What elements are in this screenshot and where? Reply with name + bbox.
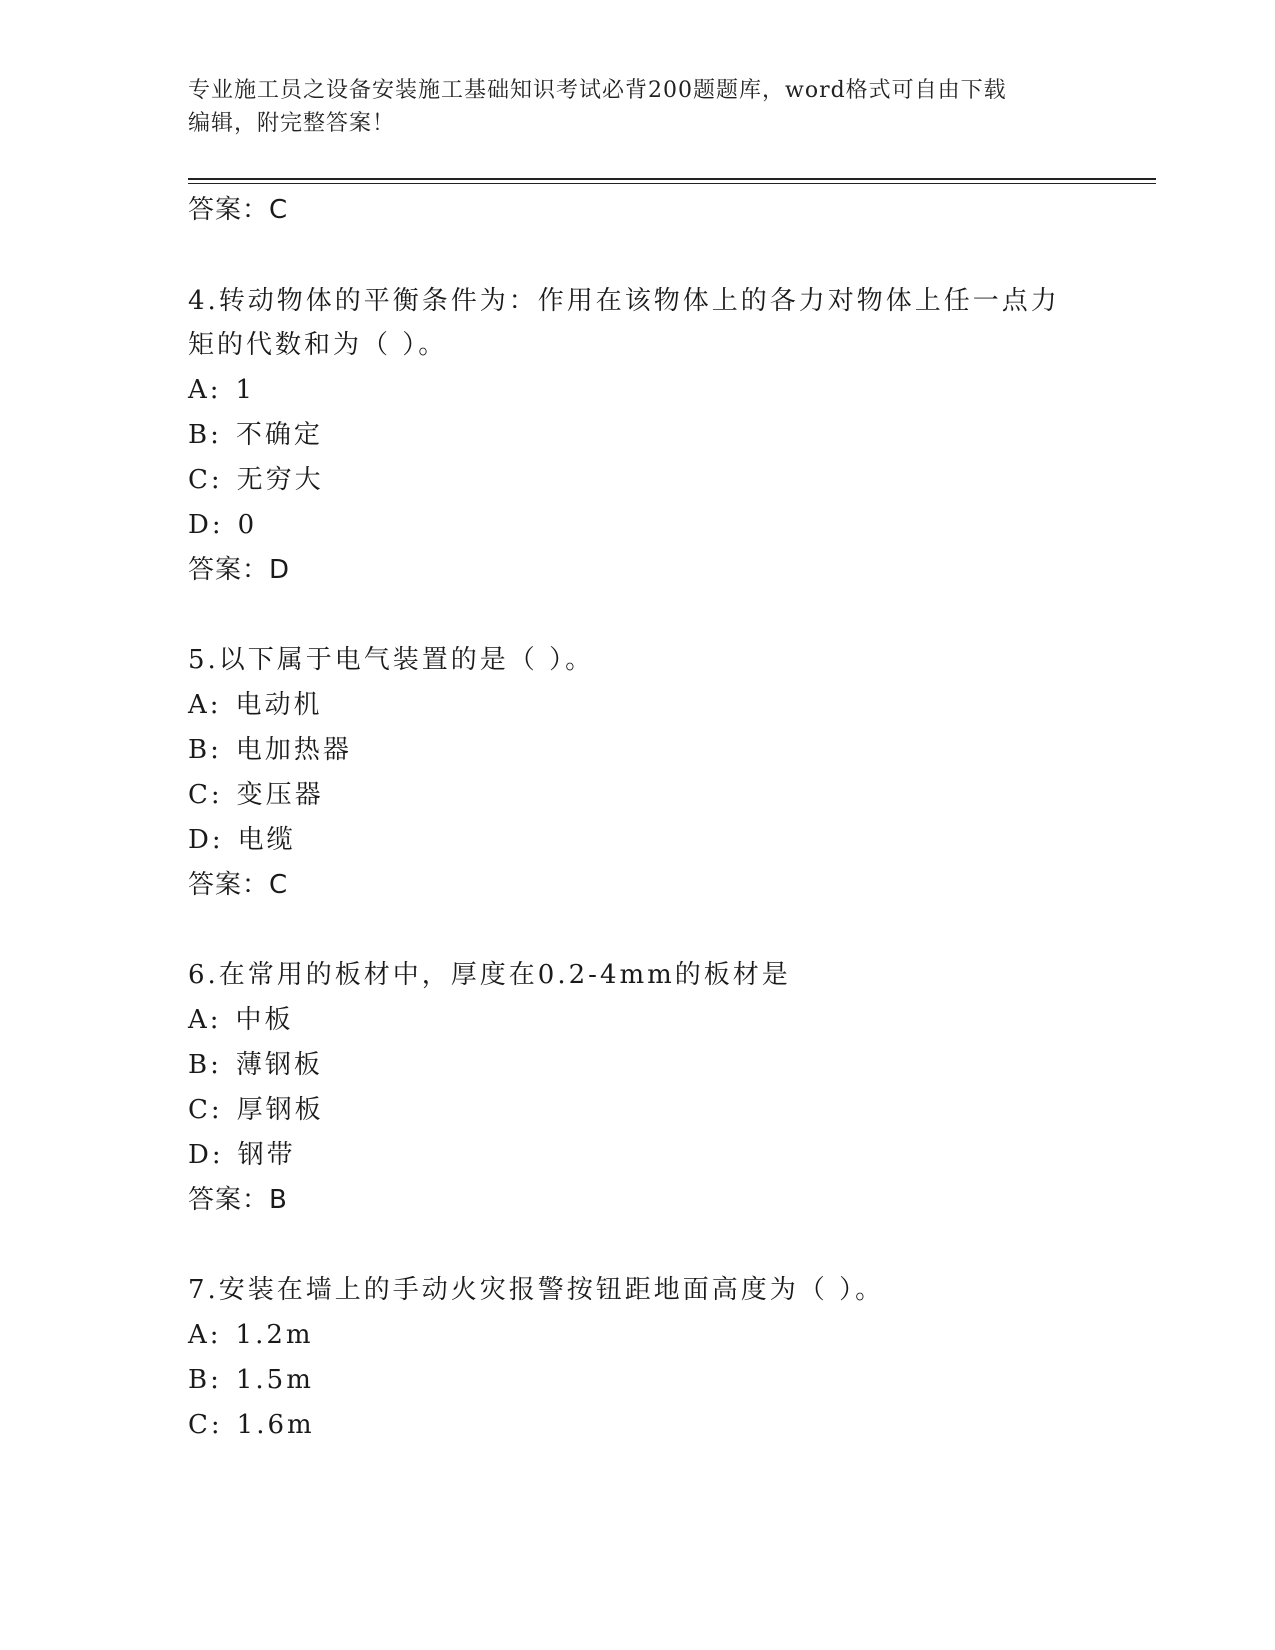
- header-divider-thin: [188, 183, 1156, 184]
- question-4-option-b: [188, 420, 323, 450]
- option-text: 厚钢板: [236, 1095, 324, 1125]
- option-key: B:: [188, 420, 222, 450]
- previous-answer: 答案：C: [188, 195, 289, 225]
- question-7-stem: 7.安装在墙上的手动火灾报警按钮距地面高度为（ ）。: [188, 1275, 885, 1305]
- option-key: B:: [188, 1050, 222, 1080]
- question-5-option-c: [188, 780, 324, 810]
- header-divider-thick: [188, 178, 1156, 180]
- question-5-option-b: [188, 735, 352, 765]
- question-5-stem: 5.以下属于电气装置的是（ ）。: [188, 645, 595, 675]
- option-text: 1.5m: [235, 1365, 314, 1395]
- question-4-stem-line-2: 矩的代数和为（ ）。: [188, 330, 448, 360]
- option-text: 变压器: [236, 780, 324, 810]
- question-5-option-d: [188, 825, 296, 855]
- option-text: 电缆: [237, 825, 296, 855]
- question-4-option-c: [188, 465, 324, 495]
- option-key: B:: [188, 1365, 222, 1395]
- question-4-option-a: [188, 375, 255, 405]
- question-4-answer: 答案：D: [188, 555, 291, 585]
- option-text: 1: [235, 375, 256, 405]
- option-key: C:: [188, 465, 223, 495]
- option-text: 不确定: [235, 420, 323, 450]
- option-key: A:: [188, 690, 222, 720]
- option-text: 钢带: [237, 1140, 296, 1170]
- option-key: C:: [188, 1095, 223, 1125]
- question-7-option-b: [188, 1365, 314, 1395]
- question-5-option-a: [188, 690, 323, 720]
- question-6-stem: 6.在常用的板材中，厚度在0.2-4mm的板材是: [188, 960, 791, 990]
- question-5-answer: 答案：C: [188, 870, 289, 900]
- question-7-option-a: [188, 1320, 314, 1350]
- option-text: 电加热器: [235, 735, 352, 765]
- option-key: C:: [188, 780, 223, 810]
- option-key: D:: [188, 1140, 224, 1170]
- option-text: 无穷大: [236, 465, 324, 495]
- question-4-stem-line-1: 4.转动物体的平衡条件为：作用在该物体上的各力对物体上任一点力: [188, 286, 1060, 316]
- question-7-option-c: [188, 1410, 315, 1440]
- header-line-1: 专业施工员之设备安装施工基础知识考试必背200题题库，word格式可自由下载: [188, 78, 1007, 103]
- header-line-2: 编辑，附完整答案！: [188, 111, 396, 136]
- option-key: A:: [188, 1005, 222, 1035]
- option-key: A:: [188, 1320, 222, 1350]
- document-header: [188, 74, 1088, 140]
- question-6-option-a: [188, 1005, 294, 1035]
- option-text: 薄钢板: [235, 1050, 323, 1080]
- question-6-option-c: [188, 1095, 324, 1125]
- option-key: B:: [188, 735, 222, 765]
- question-6-option-b: [188, 1050, 323, 1080]
- question-6-answer: 答案：B: [188, 1185, 288, 1215]
- option-text: 1.6m: [236, 1410, 315, 1440]
- option-text: 0: [237, 510, 258, 540]
- option-key: D:: [188, 825, 224, 855]
- option-text: 电动机: [235, 690, 323, 720]
- option-key: A:: [188, 375, 222, 405]
- question-4-option-d: [188, 510, 257, 540]
- question-6-option-d: [188, 1140, 296, 1170]
- option-key: C:: [188, 1410, 223, 1440]
- option-text: 1.2m: [235, 1320, 314, 1350]
- option-text: 中板: [235, 1005, 294, 1035]
- option-key: D:: [188, 510, 224, 540]
